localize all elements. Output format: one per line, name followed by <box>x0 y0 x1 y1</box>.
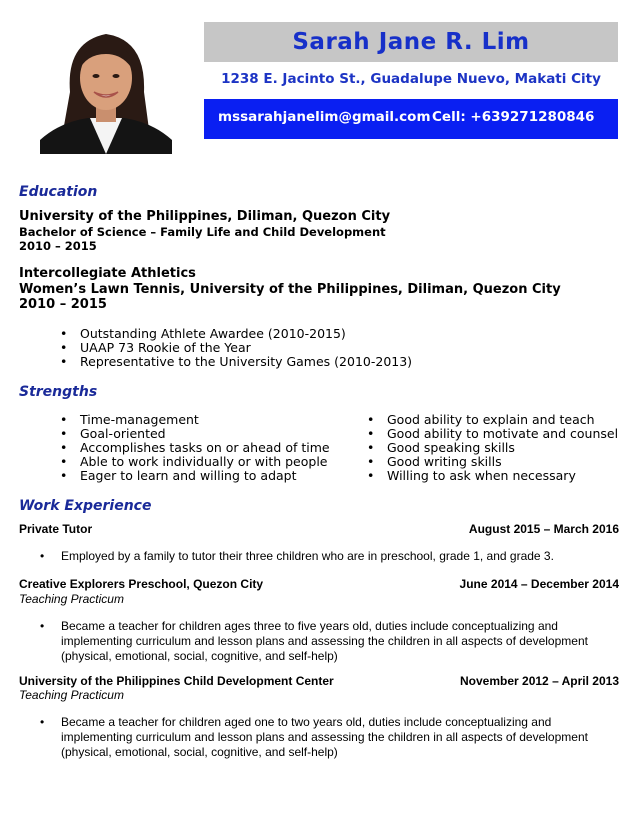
athletics-years: 2010 – 2015 <box>19 297 107 312</box>
school-name: University of the Philippines, Diliman, Quezon City <box>19 209 391 224</box>
work-heading: Work Experience <box>19 498 152 514</box>
email-address[interactable]: mssarahjanelim@gmail.com <box>218 109 431 125</box>
list-item: • Eager to learn and willing to adapt <box>60 469 330 483</box>
candidate-address: 1238 E. Jacinto St., Guadalupe Nuevo, Makati City <box>221 71 601 87</box>
strengths-right-list <box>367 413 618 483</box>
job-description-text: Employed by a family to tutor their three children who are in preschool, grade 1, and grade 3. <box>61 549 554 563</box>
job-date: June 2014 – December 2014 <box>459 577 619 591</box>
list-item: • Outstanding Athlete Awardee (2010-2015) <box>60 327 412 341</box>
list-item: • Accomplishes tasks on or ahead of time <box>60 441 330 455</box>
job-title: University of the Philippines Child Development Center <box>19 674 334 688</box>
job-role: Teaching Practicum <box>19 592 124 606</box>
degree: Bachelor of Science – Family Life and Child Development <box>19 225 386 239</box>
bullet-icon: • <box>40 549 45 563</box>
bullet-icon: • <box>40 619 45 633</box>
job-description-text: Became a teacher for children aged one to two years old, duties include conceptualizing and implementing curriculum and lesson plans and assessing the children in all aspects of development (physical, emotional, social, cognitive, and self-help) <box>61 715 588 759</box>
list-item: • Time-management <box>60 413 330 427</box>
job-description <box>40 549 610 564</box>
strengths-left-list <box>60 413 330 483</box>
job-role: Teaching Practicum <box>19 688 124 702</box>
list-item: • Representative to the University Games (2010-2013) <box>60 355 412 369</box>
job-description-text: Became a teacher for children ages three to five years old, duties include conceptualizing and implementing curriculum and lesson plans and assessing the children in all aspects of development (physical, emotional, social, cognitive, and self-help) <box>61 619 588 663</box>
athletics-team: Women’s Lawn Tennis, University of the Philippines, Diliman, Quezon City <box>19 282 561 297</box>
education-heading: Education <box>19 184 98 200</box>
bullet-icon: • <box>40 715 45 729</box>
portrait-image <box>40 22 172 154</box>
school-years: 2010 – 2015 <box>19 239 97 253</box>
list-item: • Good speaking skills <box>367 441 618 455</box>
candidate-name: Sarah Jane R. Lim <box>292 29 530 55</box>
job-date: November 2012 – April 2013 <box>460 674 619 688</box>
job-description <box>40 619 610 664</box>
job-description <box>40 715 610 760</box>
list-item: • Goal-oriented <box>60 427 330 441</box>
profile-photo <box>40 22 172 154</box>
awards-list <box>60 327 412 369</box>
list-item: • Willing to ask when necessary <box>367 469 618 483</box>
strengths-heading: Strengths <box>19 384 98 400</box>
list-item: • UAAP 73 Rookie of the Year <box>60 341 412 355</box>
list-item: • Good ability to motivate and counsel <box>367 427 618 441</box>
contact-info <box>204 99 618 139</box>
job-title: Creative Explorers Preschool, Quezon City <box>19 577 264 591</box>
job-title: Private Tutor <box>19 522 93 536</box>
cell-number: Cell: +639271280846 <box>432 109 595 125</box>
list-item: • Good writing skills <box>367 455 618 469</box>
job-date: August 2015 – March 2016 <box>468 522 619 536</box>
athletics-title: Intercollegiate Athletics <box>19 266 196 281</box>
list-item: • Able to work individually or with people <box>60 455 330 469</box>
list-item: • Good ability to explain and teach <box>367 413 618 427</box>
